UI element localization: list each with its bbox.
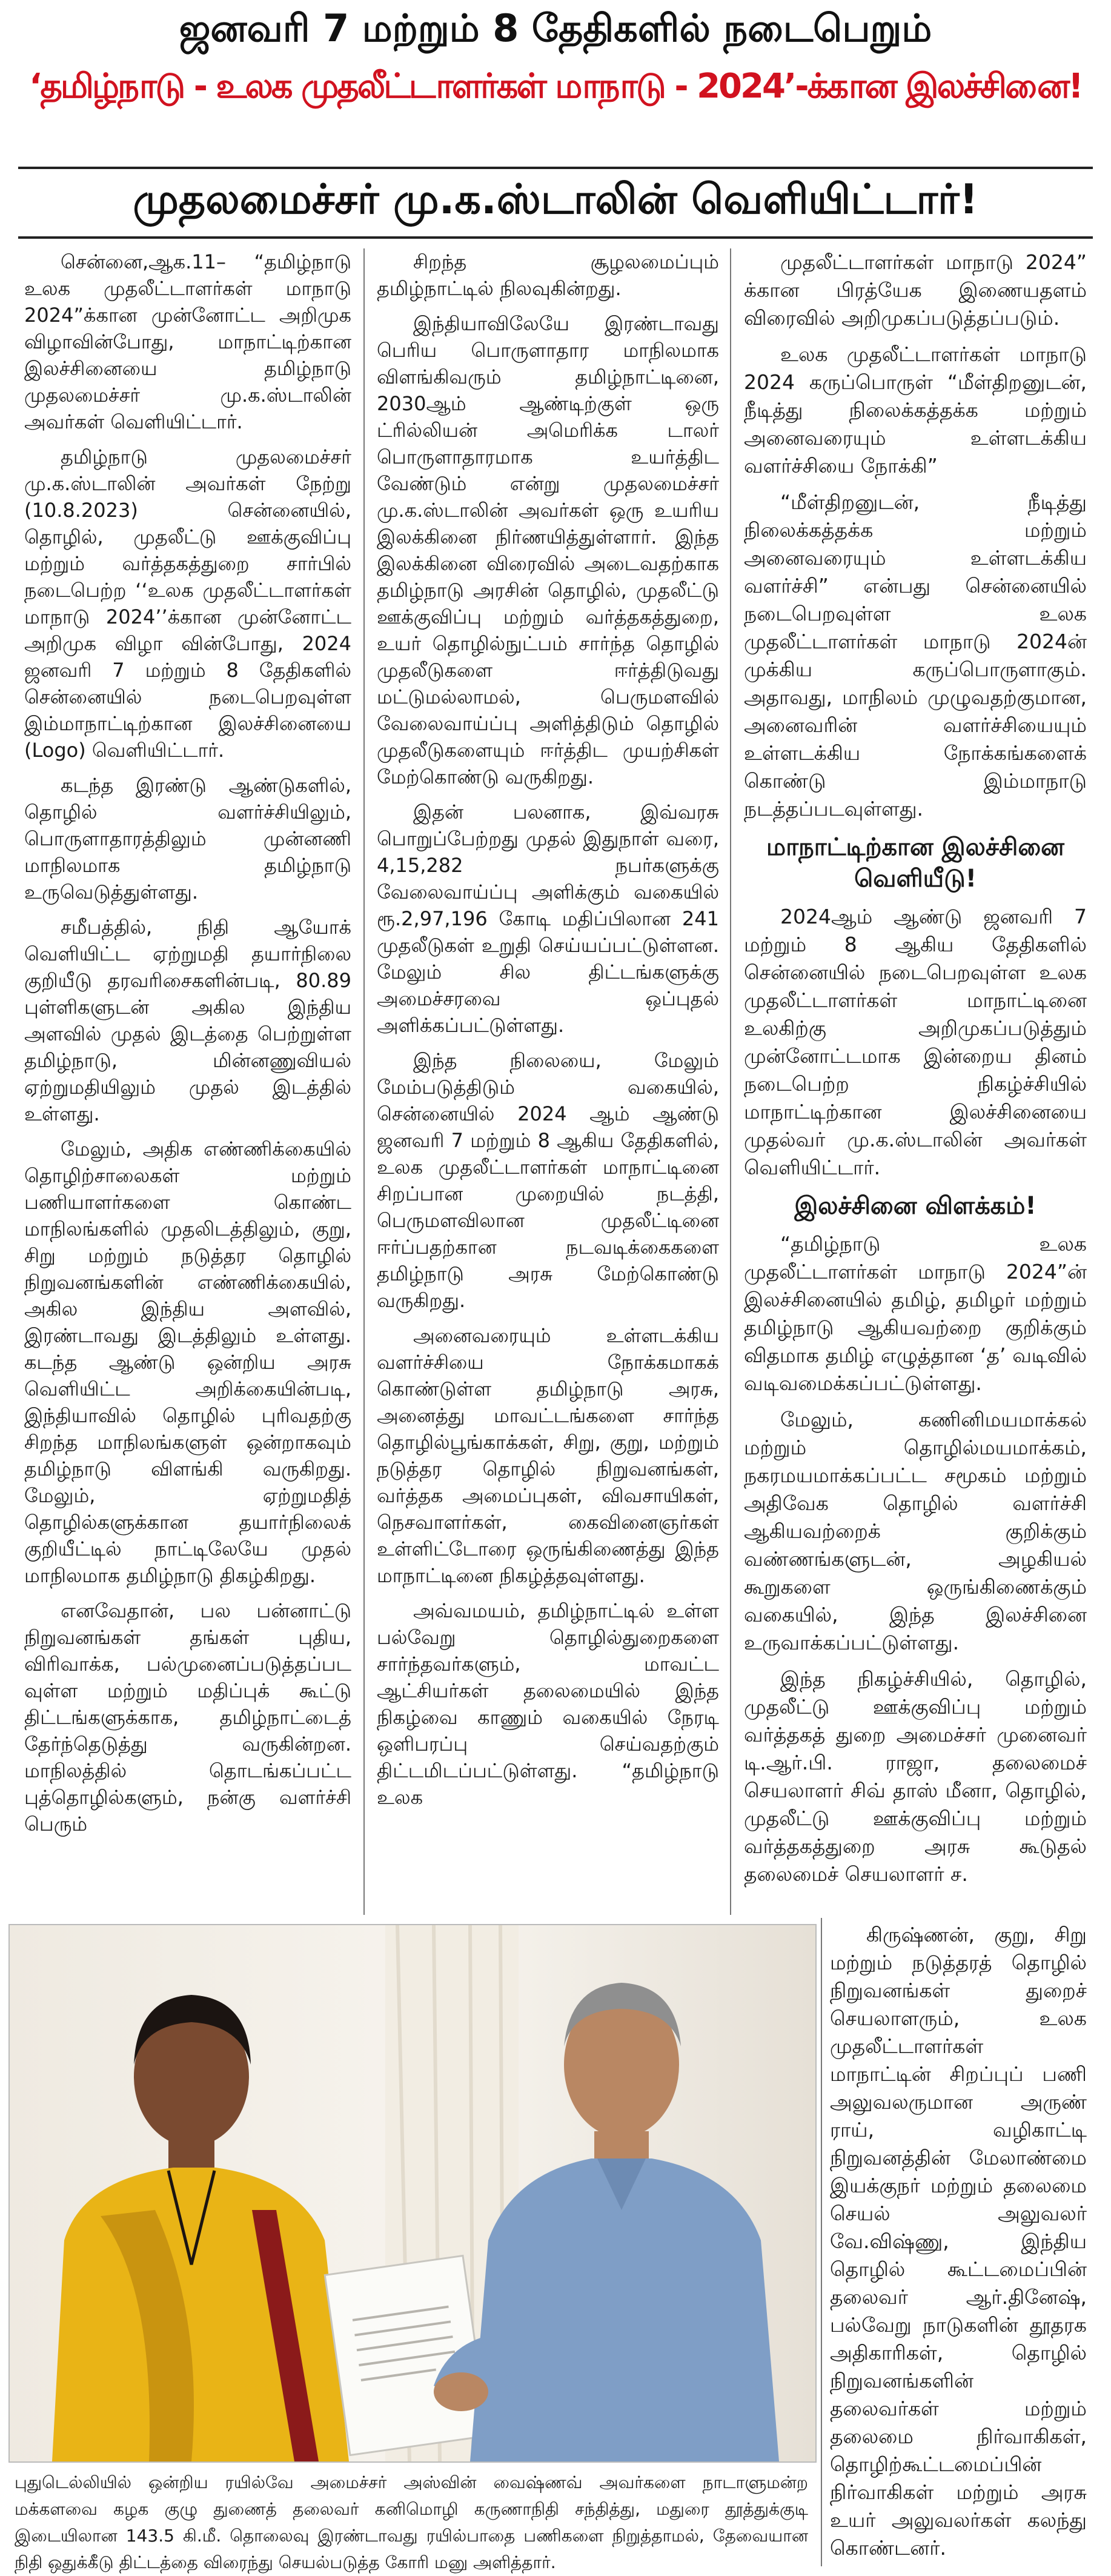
article-paragraph: அனைவரையும் உள்ளடக்கிய வளர்ச்சியை நோக்கமாகக் கொண்டுள்ள தமிழ்நாடு அரசு, அனைத்து மாவட்டங்களை சார்ந்த தொழில்பூங்காக்கள், சிறு, குறு, மற்றும் நடுத்தர தொழில் நிறுவனங்கள், வர்த்தக அமைப்புகள், விவசாயிகள், நெசவாளர்கள், கைவினைஞர்கள் உள்ளிட்டோரை ஒருங்கிணைத்து இந்த மாநாட்டினை நிகழ்த்தவுள்ளது. — [377, 1324, 719, 1587]
news-photo — [8, 1924, 817, 2463]
article-column-4 — [830, 1921, 1087, 2569]
headline-divider — [18, 167, 1093, 169]
column-divider — [363, 248, 365, 1915]
kicker-line: ஜனவரி 7 மற்றும் 8 தேதிகளில் நடைபெறும் — [179, 6, 932, 50]
headline: ‘தமிழ்நாடு - உலக முதலீட்டாளர்கள் மாநாடு - 2024’-க்கான இலச்சினை! — [29, 67, 1082, 106]
article-paragraph: சிறந்த சூழலமைப்பும் தமிழ்நாட்டில் நிலவுகின்றது. — [377, 250, 719, 300]
news-photo-illustration — [10, 1925, 815, 2461]
article-paragraph: 2024ஆம் ஆண்டு ஜனவரி 7 மற்றும் 8 ஆகிய தேதிகளில் சென்னையில் நடைபெறவுள்ள உலக முதலீட்டாளர்கள் மாநாட்டினை உலகிற்கு அறிமுகப்படுத்தும் முன்னோட்டமாக இன்றைய தினம் நடைபெற்ற நிகழ்ச்சியில் மாநாட்டிற்கான இலச்சினையை முதல்வர் மு.க.ஸ்டாலின் அவர்கள் வெளியிட்டார். — [744, 905, 1087, 1179]
article-paragraph: மேலும், அதிக எண்ணிக்கையில் தொழிற்சாலைகள் மற்றும் பணியாளர்களை கொண்ட மாநிலங்களில் முதலிடத்திலும், குறு, சிறு மற்றும் நடுத்தர தொழில் நிறுவனங்களின் எண்ணிக்கையில், அகில இந்திய அளவில், இரண்டாவது இடத்திலும் உள்ளது. கடந்த ஆண்டு ஒன்றிய அரசு வெளியிட்ட அறிக்கையின்படி, இந்தியாவில் தொழில் புரிவதற்கு சிறந்த மாநிலங்களுள் ஒன்றாகவும் தமிழ்நாடு விளங்கி வருகிறது. மேலும், ஏற்றுமதித் தொழில்களுக்கான தயார்நிலைக் குறியீட்டில் நாட்டிலேயே முதல் மாநிலமாக தமிழ்நாடு திகழ்கிறது. — [24, 1137, 351, 1587]
column-divider — [821, 1918, 822, 2566]
subheadline: முதலமைச்சர் மு.க.ஸ்டாலின் வெளியிட்டார்! — [133, 176, 978, 224]
article-paragraph: இந்தியாவிலேயே இரண்டாவது பெரிய பொருளாதார மாநிலமாக விளங்கிவரும் தமிழ்நாட்டினை, 2030ஆம் ஆண்டிற்குள் ஒரு ட்ரில்லியன் அமெரிக்க டாலர் பொருளாதாரமாக உயர்த்திட வேண்டும் என்று முதலமைச்சர் மு.க.ஸ்டாலின் அவர்கள் ஒரு உயரிய இலக்கினை நிர்ணயித்துள்ளார். இந்த இலக்கினை விரைவில் அடைவதற்காக தமிழ்நாடு அரசின் தொழில், முதலீட்டு ஊக்குவிப்பு மற்றும் வர்த்தகத்துறை, உயர் தொழில்நுட்பம் சார்ந்த தொழில் முதலீடுகளை ஈர்த்திடுவது மட்டுமல்லாமல், பெருமளவில் வேலைவாய்ப்பு அளித்திடும் தொழில் முதலீடுகளையும் ஈர்த்திட முயற்சிகள் மேற்கொண்டு வருகிறது. — [377, 312, 719, 788]
article-column-2 — [377, 248, 719, 1909]
article-paragraph: கடந்த இரண்டு ஆண்டுகளில், தொழில் வளர்ச்சியிலும், பொருளாதாரத்திலும் முன்னணி மாநிலமாக தமிழ்நாடு உருவெடுத்துள்ளது. — [24, 774, 351, 904]
article-paragraph: சென்னை,ஆக.11– “தமிழ்நாடு உலக முதலீட்டாளர்கள் மாநாடு 2024”க்கான முன்னோட்ட அறிமுக விழாவின்போது, மாநாட்டிற்கான இலச்சினையை தமிழ்நாடு முதலமைச்சர் மு.க.ஸ்டாலின் அவர்கள் வெளியிட்டார். — [24, 250, 351, 433]
article-column-1 — [24, 248, 351, 1909]
article-paragraph: “மீள்திறனுடன், நீடித்து நிலைக்கத்தக்க மற்றும் அனைவரையும் உள்ளடக்கிய வளர்ச்சி” என்பது சென்னையில் நடைபெறவுள்ள உலக முதலீட்டாளர்கள் மாநாடு 2024ன் முக்கிய கருப்பொருளாகும். அதாவது, மாநிலம் முழுவதற்குமான, அனைவரின் வளர்ச்சியையும் உள்ளடக்கிய நோக்கங்களைக் கொண்டு இம்மாநாடு நடத்தப்படவுள்ளது. — [744, 490, 1087, 820]
article-paragraph: அவ்வமயம், தமிழ்நாட்டில் உள்ள பல்வேறு தொழில்துறைகளை சார்ந்தவர்களும், மாவட்ட ஆட்சியர்கள் தலைமையில் இந்த நிகழ்வை காணும் வகையில் நேரடி ஒளிபரப்பு செய்வதற்கும் திட்டமிடப்பட்டுள்ளது. “தமிழ்நாடு உலக — [377, 1599, 719, 1809]
subhead-divider — [18, 236, 1093, 239]
column-divider — [730, 248, 731, 1915]
article-paragraph: மேலும், கணினிமயமாக்கல் மற்றும் தொழில்மயமாக்கம், நகரமயமாக்கப்பட்ட சமூகம் மற்றும் அதிவேக தொழில் வளர்ச்சி ஆகியவற்றைக் குறிக்கும் வண்ணங்களுடன், அழகியல் கூறுகளை ஒருங்கிணைக்கும் வகையில், இந்த இலச்சினை உருவாக்கப்பட்டுள்ளது. — [744, 1408, 1087, 1654]
article-paragraph: கிருஷ்ணன், குறு, சிறு மற்றும் நடுத்தரத் தொழில் நிறுவனங்கள் துறைச் செயலாளரும், உலக முதலீட்டாளர்கள் மாநாட்டின் சிறப்புப் பணி அலுவலருமான அருண் ராய், வழிகாட்டி நிறுவனத்தின் மேலாண்மை இயக்குநர் மற்றும் தலைமை செயல் அலுவலர் வே.விஷ்ணு, இந்திய தொழில் கூட்டமைப்பின் தலைவர் ஆர்.தினேஷ், பல்வேறு நாடுகளின் தூதரக அதிகாரிகள், தொழில் நிறுவனங்களின் தலைவர்கள் மற்றும் தலைமை நிர்வாகிகள், தொழிற்கூட்டமைப்பின் நிர்வாகிகள் மற்றும் அரசு உயர் அலுவலர்கள் கலந்து கொண்டனர். — [830, 1923, 1087, 2560]
article-paragraph: சமீபத்தில், நிதி ஆயோக் வெளியிட்ட ஏற்றுமதி தயார்நிலை குறியீடு தரவரிசைகளின்படி, 80.89 புள்ளிகளுடன் அகில இந்திய அளவில் முதல் இடத்தை பெற்றுள்ள தமிழ்நாடு, மின்னணுவியல் ஏற்றுமதியிலும் முதல் இடத்தில் உள்ளது. — [24, 916, 351, 1125]
article-paragraph: இதன் பலனாக, இவ்வரசு பொறுப்பேற்றது முதல் இதுநாள் வரை, 4,15,282 நபர்களுக்கு வேலைவாய்ப்பு அளிக்கும் வகையில் ரூ.2,97,196 கோடி மதிப்பிலான 241 முதலீடுகள் உறுதி செய்யப்பட்டுள்ளன. மேலும் சில திட்டங்களுக்கு அமைச்சரவை ஒப்புதல் அளிக்கப்பட்டுள்ளது. — [377, 800, 719, 1037]
article-paragraph: தமிழ்நாடு முதலமைச்சர் மு.க.ஸ்டாலின் அவர்கள் நேற்று (10.8.2023) சென்னையில், தொழில், முதலீட்டு ஊக்குவிப்பு மற்றும் வர்த்தகத்துறை சார்பில் நடைபெற்ற ‘‘உலக முதலீட்டாளர்கள் மாநாடு 2024’’க்கான முன்னோட்ட அறிமுக விழா வின்போது, 2024 ஜனவரி 7 மற்றும் 8 தேதிகளில் சென்னையில் நடைபெறவுள்ள இம்மாநாட்டிற்கான இலச்சினையை (Logo) வெளியிட்டார். — [24, 445, 351, 762]
article-paragraph: உலக முதலீட்டாளர்கள் மாநாடு 2024 கருப்பொருள் “மீள்திறனுடன், நீடித்து நிலைக்கத்தக்க மற்றும் அனைவரையும் உள்ளடக்கிய வளர்ச்சியை நோக்கி” — [744, 342, 1087, 478]
article-paragraph: இந்த நிலையை, மேலும் மேம்படுத்திடும் வகையில், சென்னையில் 2024 ஆம் ஆண்டு ஜனவரி 7 மற்றும் 8 ஆகிய தேதிகளில், உலக முதலீட்டாளர்கள் மாநாட்டினை சிறப்பான முறையில் நடத்தி, பெருமளவிலான முதலீட்டினை ஈர்ப்பதற்கான நடவடிக்கைகளை தமிழ்நாடு அரசு மேற்கொண்டு வருகிறது. — [377, 1049, 719, 1312]
article-paragraph: முதலீட்டாளர்கள் மாநாடு 2024” க்கான பிரத்யேக இணையதளம் விரைவில் அறிமுகப்படுத்தப்படும். — [744, 250, 1087, 330]
article-paragraph: இந்த நிகழ்ச்சியில், தொழில், முதலீட்டு ஊக்குவிப்பு மற்றும் வர்த்தகத் துறை அமைச்சர் முனைவர் டி.ஆர்.பி. ராஜா, தலைமைச் செயலாளர் சிவ் தாஸ் மீனா, தொழில், முதலீட்டு ஊக்குவிப்பு மற்றும் வர்த்தகத்துறை அரசு கூடுதல் தலைமைச் செயலாளர் ச. — [744, 1667, 1087, 1886]
article-column-3 — [744, 248, 1087, 1909]
section-heading: இலச்சினை விளக்கம்! — [794, 1192, 1036, 1220]
article-paragraph: “தமிழ்நாடு உலக முதலீட்டாளர்கள் மாநாடு 2024”ன் இலச்சினையில் தமிழ், தமிழர் மற்றும் தமிழ்நாடு ஆகியவற்றை குறிக்கும் விதமாக தமிழ் எழுத்தான ‘த’ வடிவில் வடிவமைக்கப்பட்டுள்ளது. — [744, 1232, 1087, 1395]
photo-caption: புதுடெல்லியில் ஒன்றிய ரயில்வே அமைச்சர் அஸ்வின் வைஷ்ணவ் அவர்களை நாடாளுமன்ற மக்களவை கழக குழு துணைத் தலைவர் கனிமொழி கருணாநிதி சந்தித்து, மதுரை தூத்துக்குடி இடையிலான 143.5 கி.மீ. தொலைவு இரண்டாவது ரயில்பாதை பணிகளை நிறுத்தாமல், தேவையான நிதி ஒதுக்கீடு திட்டத்தை விரைந்து செயல்படுத்த கோரி மனு அளித்தார். — [15, 2472, 808, 2572]
article-paragraph: எனவேதான், பல பன்னாட்டு நிறுவனங்கள் தங்கள் புதிய, விரிவாக்க, பல்முனைப்படுத்தப்பட வுள்ள மற்றும் மதிப்புக் கூட்டு திட்டங்களுக்காக, தமிழ்நாட்டைத் தேர்ந்தெடுத்து வருகின்றன. மாநிலத்தில் தொடங்கப்பட்ட புத்தொழில்களும், நன்கு வளர்ச்சி பெரும் — [24, 1599, 351, 1835]
section-heading: மாநாட்டிற்கான இலச்சினை வெளியீடு! — [766, 833, 1064, 893]
